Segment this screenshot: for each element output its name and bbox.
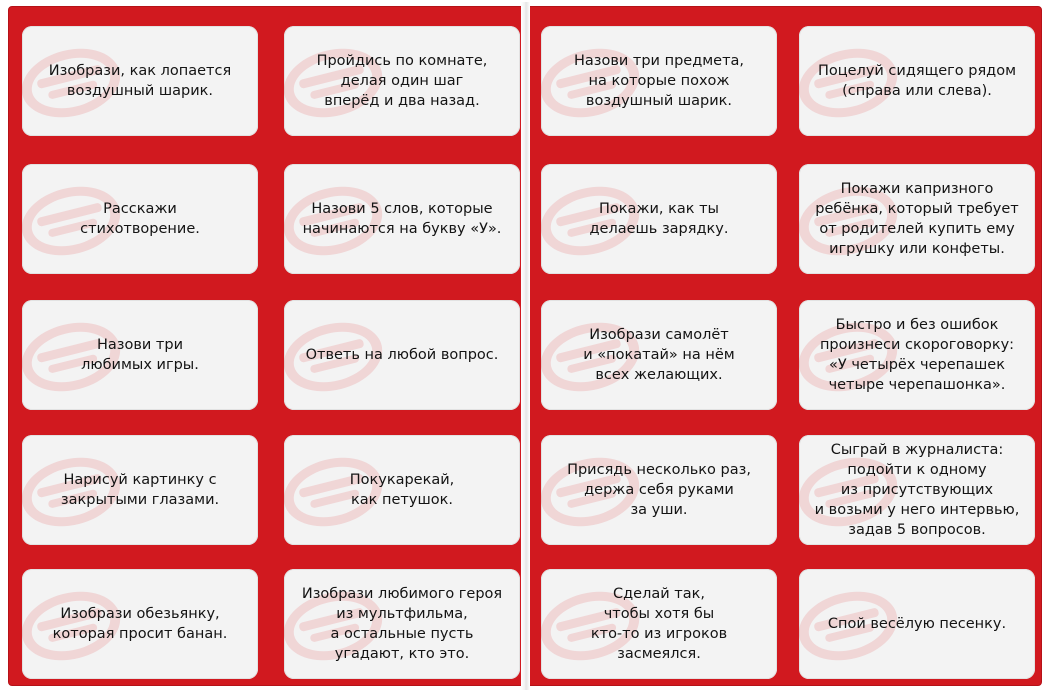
page-fold (521, 2, 530, 690)
task-card (284, 569, 520, 679)
task-card (284, 26, 520, 136)
task-card-text: Изобрази обезьянку, которая просит банан. (52, 606, 228, 642)
task-card (799, 164, 1035, 274)
task-card (284, 300, 520, 410)
task-card-text: Покажи капризного ребёнка, который требует от родителей купить ему игрушку или конфеты. (815, 181, 1019, 257)
task-card-text: Ответь на любой вопрос. (305, 347, 499, 363)
task-card (284, 435, 520, 545)
task-card (799, 26, 1035, 136)
task-card (541, 164, 777, 274)
task-card-text: Изобрази, как лопается воздушный шарик. (48, 63, 232, 99)
task-card (22, 300, 258, 410)
task-card-text: Покажи, как ты делаешь зарядку. (589, 201, 729, 237)
task-card-text: Сделай так, чтобы хотя бы кто-то из игроков засмеялся. (590, 586, 728, 662)
task-card-text: Быстро и без ошибок произнеси скороговорку: «У четырёх черепашек четыре черепашонка». (819, 317, 1015, 393)
task-card-text: Нарисуй картинку с закрытыми глазами. (60, 472, 220, 508)
task-card (22, 26, 258, 136)
task-card-text: Назови 5 слов, которые начинаются на букву «У». (302, 201, 502, 237)
task-card (541, 435, 777, 545)
task-card-text: Изобрази самолёт и «покатай» на нём всех желающих. (583, 327, 735, 383)
task-card (541, 300, 777, 410)
task-card (799, 435, 1035, 545)
task-card-text: Расскажи стихотворение. (80, 201, 200, 237)
task-card-text: Спой весёлую песенку. (827, 616, 1007, 632)
task-card (799, 300, 1035, 410)
task-card-text: Изобрази любимого героя из мультфильма, а остальные пусть угадают, кто это. (301, 586, 503, 662)
task-card-text: Назови три любимых игры. (81, 337, 199, 373)
task-card-text: Пройдись по комнате, делая один шаг вперёд и два назад. (316, 53, 488, 109)
task-card-text: Сыграй в журналиста: подойти к одному из присутствующих и возьми у него интервью, задав 5 вопросов. (814, 442, 1020, 538)
task-card (22, 569, 258, 679)
task-card (22, 435, 258, 545)
task-card (799, 569, 1035, 679)
task-card-text: Назови три предмета, на которые похож воздушный шарик. (573, 53, 745, 109)
task-card (541, 26, 777, 136)
task-card-text: Покукарекай, как петушок. (349, 472, 455, 508)
task-card-text: Присядь несколько раз, держа себя руками за уши. (567, 462, 751, 518)
task-card (22, 164, 258, 274)
task-card (284, 164, 520, 274)
task-card-text: Поцелуй сидящего рядом (справа или слева). (817, 63, 1017, 99)
task-card (541, 569, 777, 679)
